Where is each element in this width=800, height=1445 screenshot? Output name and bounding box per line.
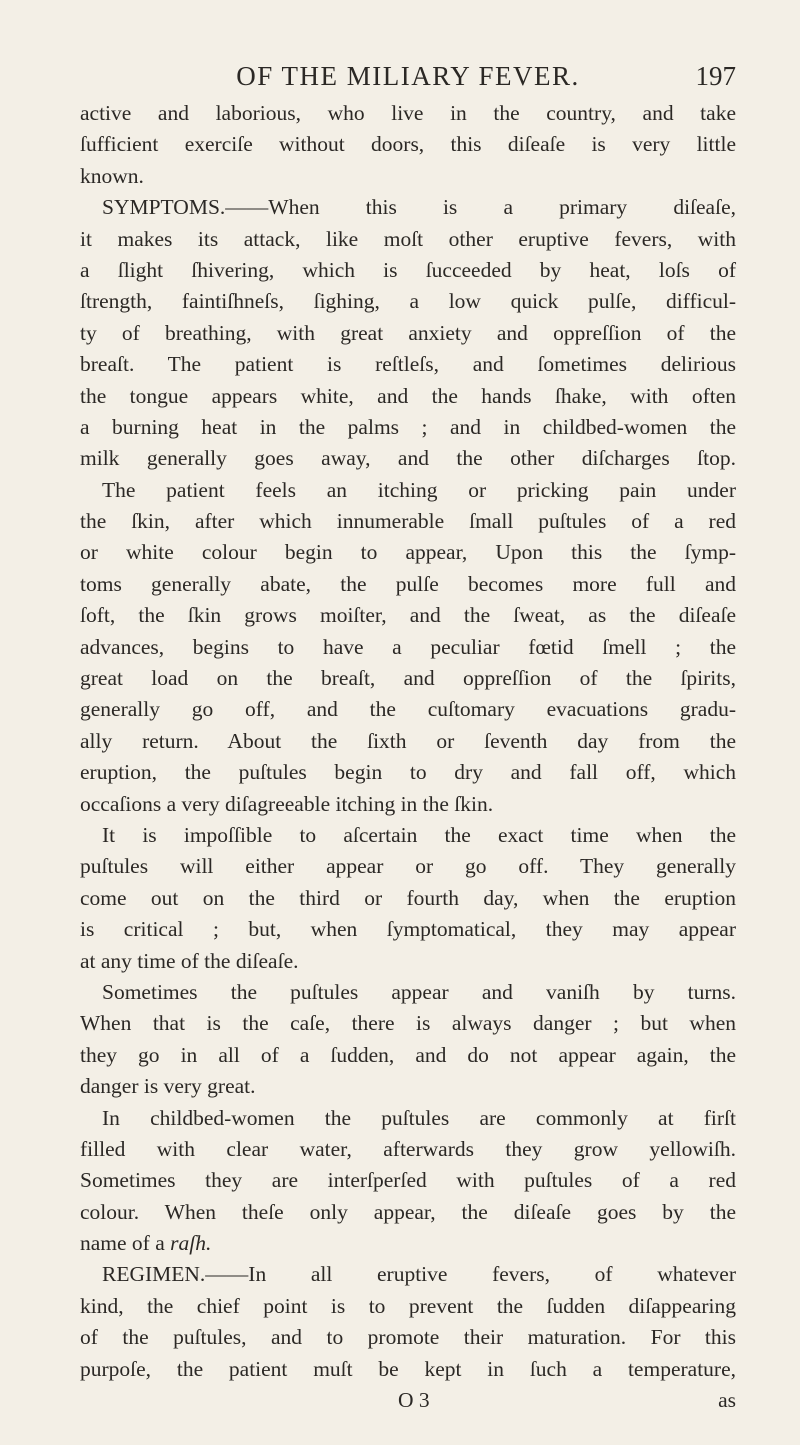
italic-word-rash: raſh. [170,1231,212,1256]
text-line: known. [80,163,144,188]
section-heading-regimen: REGIMEN.——In all eruptive fevers, of whatever [102,1262,736,1287]
text-line: puſtules will either appear or go off. They generally [80,854,736,879]
text-line: is critical ; but, when ſymptomatical, they may appear [80,917,736,942]
text-line: toms generally abate, the pulſe becomes more full and [80,571,736,596]
text-line: ally return. About the ſixth or ſeventh day from the [80,728,736,753]
text-line: come out on the third or fourth day, when the eruption [80,885,736,910]
text-line: active and laborious, who live in the country, and take [80,101,736,125]
text-line: Sometimes the puſtules appear and vaniſh by turns. [102,979,736,1004]
signature-mark: O 3 [398,1388,430,1413]
text-line: danger is very great. [80,1074,256,1099]
text-line: occaſions a very diſagreeable itching in the ſkin. [80,791,494,816]
page-number: 197 [695,61,736,91]
text-line: it makes its attack, like moſt other eruptive fevers, with [80,226,736,251]
text-line: Sometimes they are interſperſed with puſtules of a red [80,1168,736,1193]
text-line: filled with clear water, afterwards they grow yellowiſh. [80,1136,736,1161]
text-line: When that is the caſe, there is always danger ; but when [80,1011,736,1036]
section-heading-symptoms: SYMPTOMS.——When this is a primary diſeaſe, [102,195,736,220]
text-line: at any time of the diſeaſe. [80,948,299,973]
text-line: the ſkin, after which innumerable ſmall puſtules of a red [80,509,736,534]
text-line: colour. When theſe only appear, the diſeaſe goes by the [80,1199,736,1224]
text-line: milk generally goes away, and the other diſcharges ſtop. [80,446,736,471]
text-line: of the puſtules, and to promote their maturation. For this [80,1325,736,1350]
text-line-with-italic [80,1228,736,1259]
text-line: ſufficient exerciſe without doors, this diſeaſe is very little [80,132,736,157]
text-line: or white colour begin to appear, Upon this the ſymp- [80,540,736,565]
text-line: generally go off, and the cuſtomary evacuations gradu- [80,697,736,722]
text-line: In childbed-women the puſtules are commonly at firſt [102,1105,736,1130]
text-line: kind, the chief point is to prevent the ſudden diſappearing [80,1293,736,1318]
text-line: a burning heat in the palms ; and in childbed-women the [80,414,736,439]
text-line: ſoft, the ſkin grows moiſter, and the ſweat, as the diſeaſe [80,603,736,628]
text-line: ty of breathing, with great anxiety and oppreſſion of the [80,320,736,345]
body-text [80,98,736,1416]
text-line: great load on the breaſt, and oppreſſion of the ſpirits, [80,666,736,691]
footer-line [80,1385,736,1416]
text-line: eruption, the puſtules begin to dry and fall off, which [80,760,736,785]
text-line: the tongue appears white, and the hands ſhake, with often [80,383,736,408]
text-line: advances, begins to have a peculiar fœtid ſmell ; the [80,634,736,659]
text-fragment: name of a [80,1231,171,1256]
running-head [80,58,736,98]
text-line: The patient feels an itching or pricking pain under [102,477,736,502]
text-line: they go in all of a ſudden, and do not appear again, the [80,1042,736,1067]
catchword: as [718,1388,736,1413]
text-line: breaſt. The patient is reſtleſs, and ſometimes delirious [80,352,736,377]
running-title: OF THE MILIARY FEVER. [236,61,580,91]
text-line: It is impoſſible to aſcertain the exact time when the [102,822,736,847]
text-line: a ſlight ſhivering, which is ſucceeded by heat, loſs of [80,257,736,282]
text-line: purpoſe, the patient muſt be kept in ſuch a temperature, [80,1356,736,1381]
text-line: ſtrength, faintiſhneſs, ſighing, a low quick pulſe, difficul- [80,289,736,314]
